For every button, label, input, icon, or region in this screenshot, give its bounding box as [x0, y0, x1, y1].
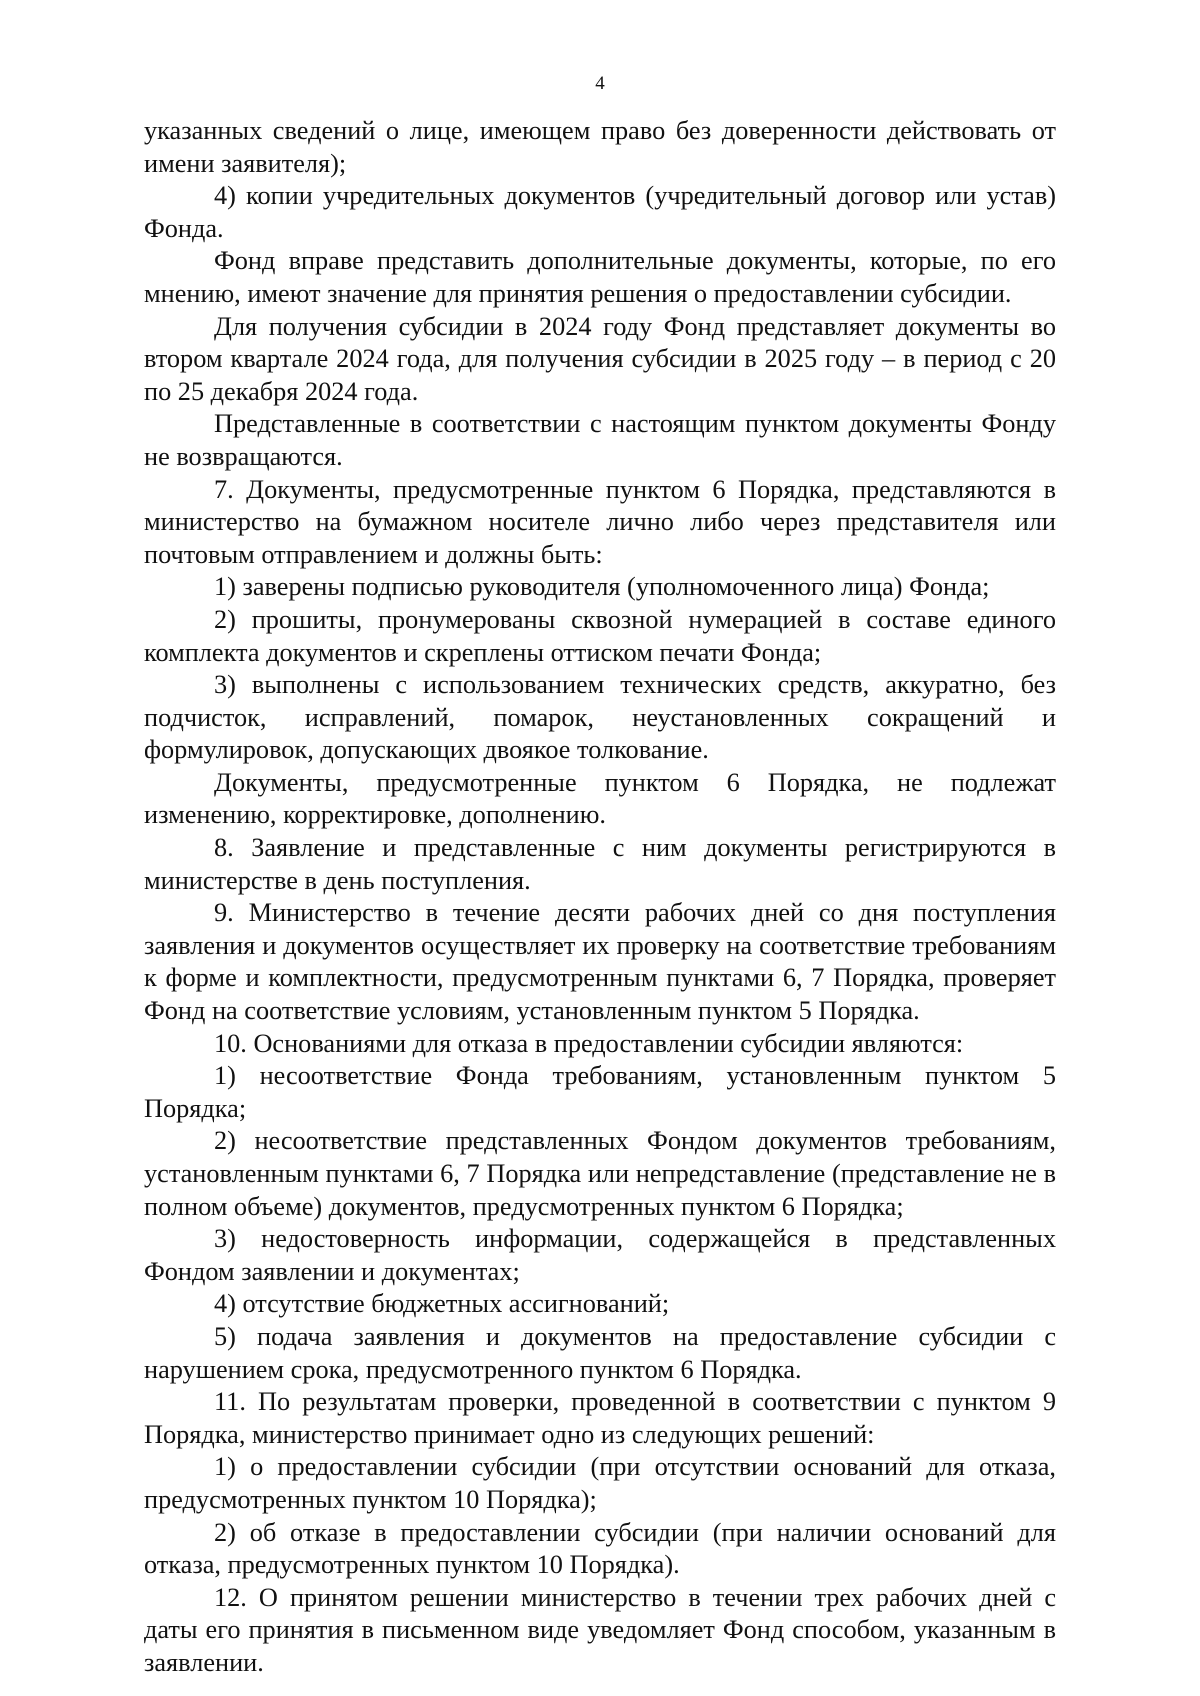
paragraph: Фонд вправе представить дополнительные документы, которые, по его мнению, имеют значение для принятия решения о предоставлении субсидии. — [144, 246, 1056, 308]
paragraph: указанных сведений о лице, имеющем право без доверенности действовать от имени заявителя); — [144, 116, 1056, 178]
paragraph: 2) прошиты, пронумерованы сквозной нумерацией в составе единого комплекта документов и скреплены оттиском печати Фонда; — [144, 604, 1056, 667]
document-body — [144, 115, 1056, 1680]
paragraph: 3) недостоверность информации, содержащейся в представленных Фондом заявлении и документах; — [144, 1224, 1056, 1286]
paragraph: 9. Министерство в течение десяти рабочих дней со дня поступления заявления и документов осуществляет их проверку на соответствие требованиям к форме и комплектности, предусмотренным пунктами 6, 7 Порядка, проверяет Фонд на соответствие условиям, установленным пунктом 5 Порядка. — [144, 898, 1056, 1026]
paragraph: 3) выполнены с использованием технических средств, аккуратно, без подчисток, исправлений, помарок, неустановленных сокращений и формулировок, допускающих двоякое толкование. — [144, 670, 1056, 765]
paragraph: 4) отсутствие бюджетных ассигнований; — [214, 1289, 670, 1319]
paragraph: 7. Документы, предусмотренные пунктом 6 Порядка, представляются в министерство на бумажном носителе лично либо через представителя или почтовым отправлением и должны быть: — [144, 474, 1056, 569]
paragraph: Представленные в соответствии с настоящим пунктом документы Фонду не возвращаются. — [144, 409, 1056, 471]
paragraph: 12. О принятом решении министерство в течении трех рабочих дней с даты его принятия в письменном виде уведомляет Фонд способом, указанным в заявлении. — [144, 1582, 1056, 1677]
paragraph: 2) об отказе в предоставлении субсидии (при наличии оснований для отказа, предусмотренных пунктом 10 Порядка). — [144, 1517, 1056, 1580]
paragraph: 1) о предоставлении субсидии (при отсутствии оснований для отказа, предусмотренных пунктом 10 Порядка); — [144, 1452, 1056, 1514]
paragraph: 8. Заявление и представленные с ним документы регистрируются в министерстве в день поступления. — [144, 833, 1056, 895]
paragraph: 1) заверены подписью руководителя (уполномоченного лица) Фонда; — [214, 572, 990, 602]
paragraph: 10. Основаниями для отказа в предоставлении субсидии являются: — [214, 1028, 964, 1058]
paragraph: 2) несоответствие представленных Фондом документов требованиям, установленным пунктами 6, 7 Порядка или непредставление (представление не в полном объеме) документов, предусмотренных пунктом 6 Порядка; — [144, 1126, 1056, 1221]
paragraph: 1) несоответствие Фонда требованиям, установленным пунктом 5 Порядка; — [144, 1061, 1056, 1123]
paragraph: 11. По результатам проверки, проведенной в соответствии с пунктом 9 Порядка, министерство принимает одно из следующих решений: — [144, 1387, 1056, 1449]
paragraph: Для получения субсидии в 2024 году Фонд представляет документы во втором квартале 2024 года, для получения субсидии в 2025 году – в период с 20 по 25 декабря 2024 года. — [144, 311, 1056, 406]
page-number: 4 — [595, 73, 605, 94]
paragraph: 4) копии учредительных документов (учредительный договор или устав) Фонда. — [144, 181, 1056, 243]
paragraph: Документы, предусмотренные пунктом 6 Порядка, не подлежат изменению, корректировке, дополнению. — [144, 767, 1056, 830]
paragraph: 5) подача заявления и документов на предоставление субсидии с нарушением срока, предусмотренного пунктом 6 Порядка. — [144, 1321, 1056, 1384]
